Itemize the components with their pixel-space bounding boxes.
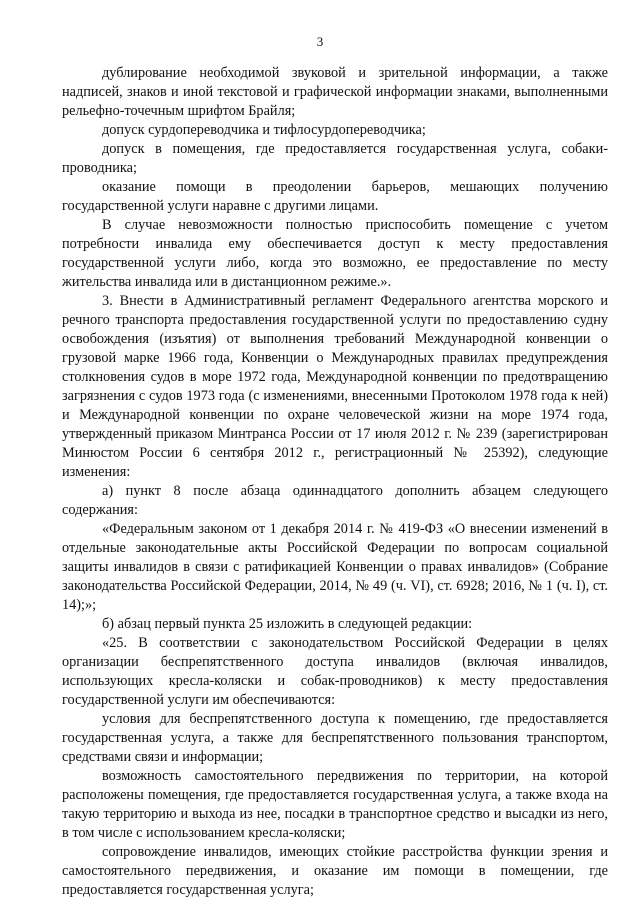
paragraph: В случае невозможности полностью приспособить помещение с учетом потребности инвалида ему обеспечивается доступ к месту предоставления государственной услуги либо, когда это возможно, ее предоставление по месту жительства инвалида или в дистанционном режиме.». <box>62 217 608 290</box>
paragraph: условия для беспрепятственного доступа к помещению, где предоставляется государственная услуга, а также для беспрепятственного пользования транспортом, средствами связи и информации; <box>62 711 608 765</box>
paragraph: «Федеральным законом от 1 декабря 2014 г. № 419-ФЗ «О внесении изменений в отдельные законодательные акты Российской Федерации по вопросам социальной защиты инвалидов в связи с ратификацией Конвенции о правах инвалидов» (Собрание законодательства Российской Федерации, 2014, № 49 (ч. VI), ст. 6928; 2016, № 1 (ч. I), ст. 14);»; <box>62 521 608 613</box>
paragraph: 3. Внести в Административный регламент Федерального агентства морского и речного транспорта предоставления государственной услуги по предоставлению судну освобождения (изъятия) от выполнения требований Международной конвенции о грузовой марке 1966 года, Конвенции о Международных правилах предупреждения столкновения судов в море 1972 года, Международной конвенции по предотвращению загрязнения с судов 1973 года (с изменениями, внесенными Протоколом 1978 года к ней) и Международной конвенции по охране человеческой жизни на море 1974 года, утвержденный приказом Минтранса России от 17 июля 2012 г. № 239 (зарегистрирован Минюстом России 6 сентября 2012 г., регистрационный № 25392), следующие изменения: <box>62 293 608 480</box>
paragraph: а) пункт 8 после абзаца одиннадцатого дополнить абзацем следующего содержания: <box>62 483 608 518</box>
paragraph: допуск в помещения, где предоставляется государственная услуга, собаки-проводника; <box>62 141 608 176</box>
paragraph: «25. В соответствии с законодательством Российской Федерации в целях организации беспрепятственного доступа инвалидов (включая инвалидов, использующих кресла-коляски и собак-проводников) к месту предоставления государственной услуги им обеспечиваются: <box>62 635 608 708</box>
document-body <box>62 64 608 900</box>
paragraph: б) абзац первый пункта 25 изложить в следующей редакции: <box>102 616 473 632</box>
paragraph: оказание помощи в преодолении барьеров, мешающих получению государственной услуги наравне с другими лицами. <box>62 179 608 214</box>
paragraph: допуск сурдопереводчика и тифлосурдопереводчика; <box>102 122 426 138</box>
paragraph: дублирование необходимой звуковой и зрительной информации, а также надписей, знаков и иной текстовой и графической информации знаками, выполненными рельефно-точечным шрифтом Брайля; <box>62 65 608 119</box>
page-number: 3 <box>316 34 324 49</box>
paragraph: сопровождение инвалидов, имеющих стойкие расстройства функции зрения и самостоятельного передвижения, и оказание им помощи в помещении, где предоставляется государственная услуга; <box>62 844 608 898</box>
paragraph: возможность самостоятельного передвижения по территории, на которой расположены помещения, где предоставляется государственная услуга, а также входа на такую территорию и выхода из нее, посадки в транспортное средство и высадки из него, в том числе с использованием кресла-коляски; <box>62 768 608 841</box>
